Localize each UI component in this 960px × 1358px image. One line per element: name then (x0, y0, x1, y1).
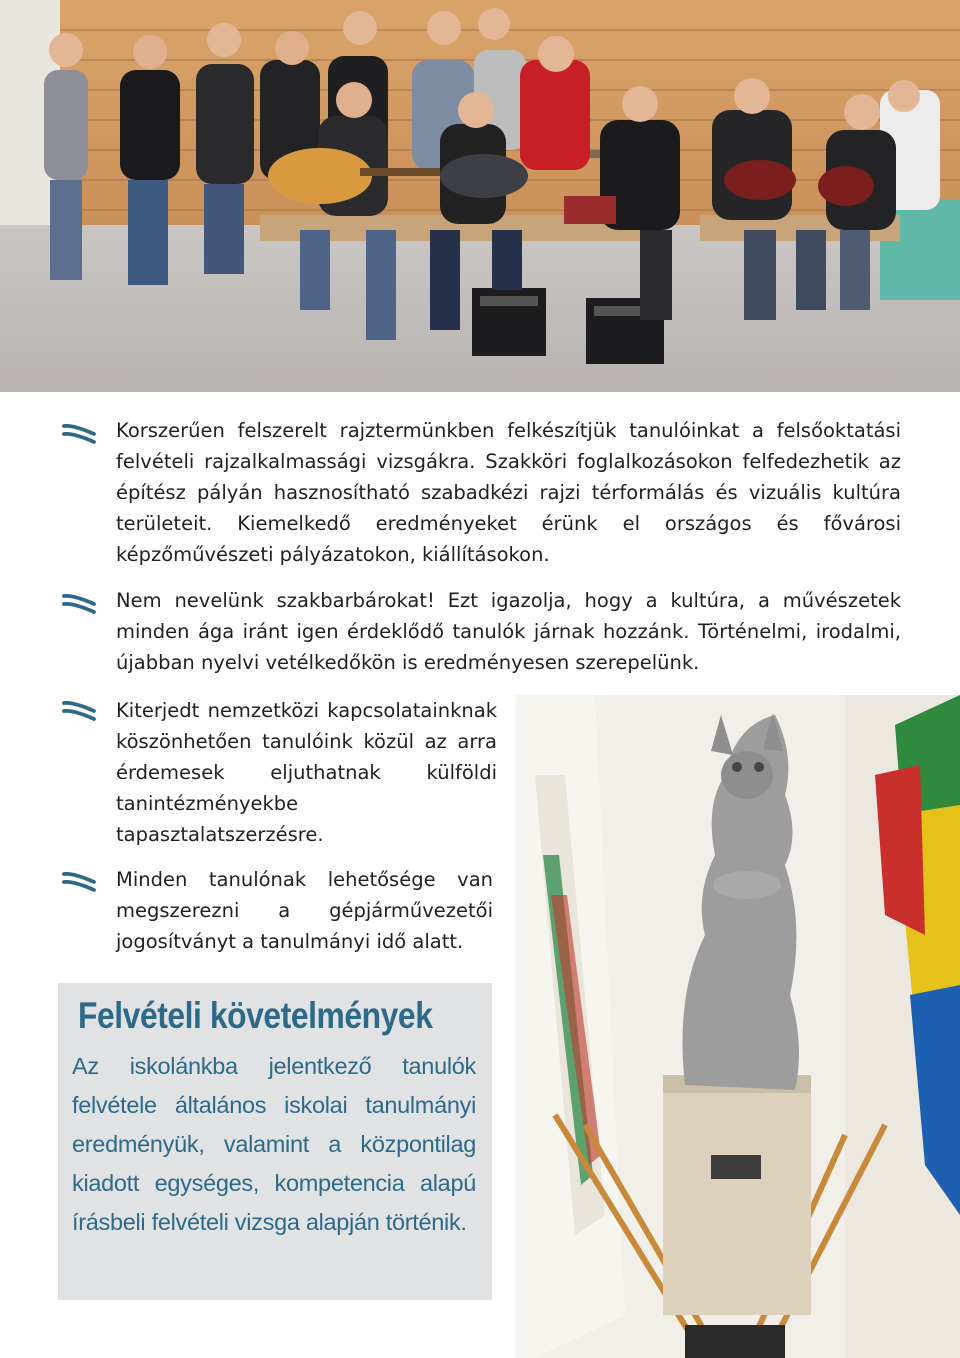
paragraph-drawing-room: Korszerűen felszerelt rajztermünkben felkészítjük tanulóinkat a felsőoktatási felvételi rajzalkalmassági vizsgákra. Szakköri foglalkozásokon felfedezhetik az építész pályán hasznosítható szabadkézi rajzi térformálás és vizuális kultúra területeit. Kiemelkedő eredményeket érünk el országos és fővárosi képzőművészeti pályázatokon, kiállításokon. (116, 419, 901, 566)
admission-title: Felvételi követelmények (78, 995, 433, 1036)
paragraph-driving-license: Minden tanulónak lehetősége van megszerezni a gépjárművezetői jogosítványt a tanulmányi idő alatt. (116, 868, 493, 953)
paragraph-international: Kiterjedt nemzetközi kapcsolatainknak köszönhetően tanulóink közül az arra érdemesek eljuthatnak külföldi tanintézményekbe tapasztalatszerzésre. (116, 699, 497, 846)
statue-with-flags-photo (515, 695, 960, 1358)
double-wave-bullet-icon (62, 591, 96, 615)
admission-text: Az iskolánkba jelentkező tanulók felvétele általános iskolai tanulmányi eredményük, valamint a központilag kiadott egységes, kompetencia alapú írásbeli felvételi vizsga alapján történik. (72, 1053, 476, 1235)
double-wave-bullet-icon (62, 421, 96, 445)
double-wave-bullet-icon (62, 698, 96, 722)
paragraph-culture: Nem nevelünk szakbarbárokat! Ezt igazolja, hogy a kultúra, a művészetek minden ága iránt igen érdeklődő tanulók járnak hozzánk. Történelmi, irodalmi, újabban nyelvi vetélkedőkön is eredményesen szerepelünk. (116, 589, 901, 674)
school-band-photo (0, 0, 960, 392)
double-wave-bullet-icon (62, 869, 96, 893)
